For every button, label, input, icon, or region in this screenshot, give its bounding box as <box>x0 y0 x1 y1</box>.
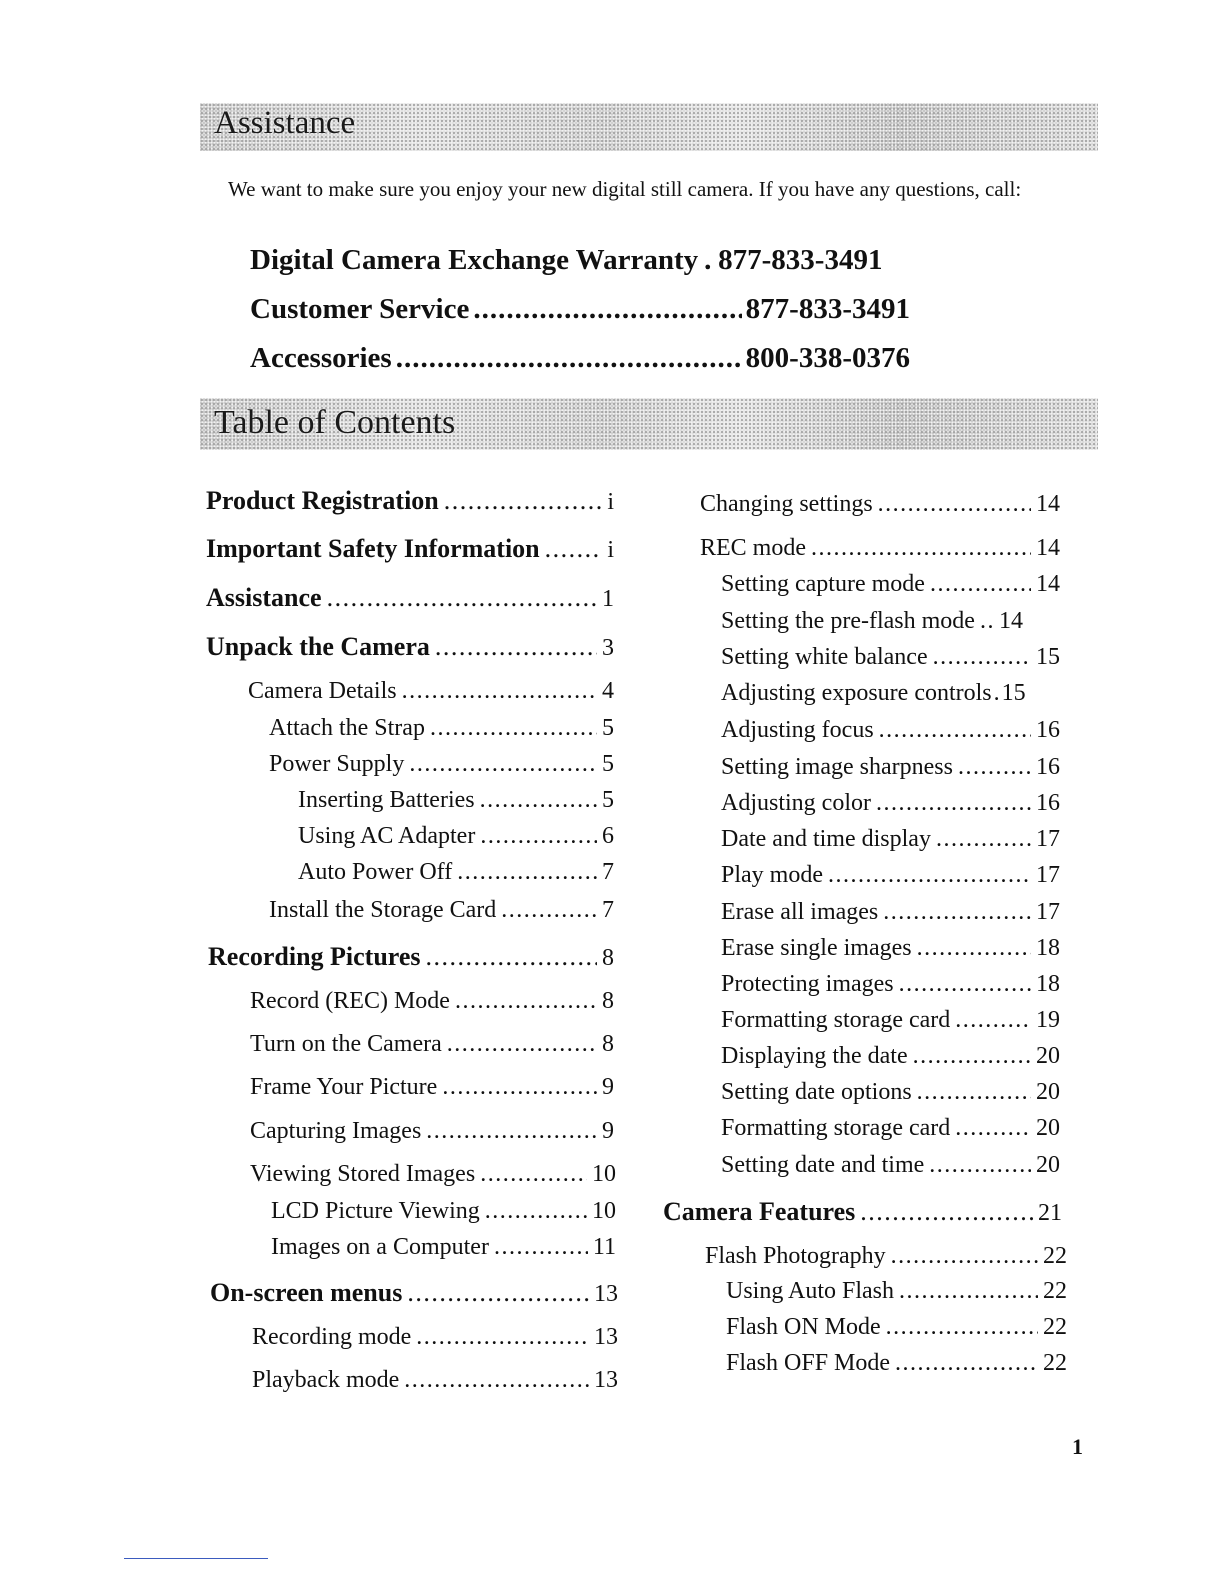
leader-dots <box>444 484 603 518</box>
leader-dots <box>455 984 597 1018</box>
toc-entry-page: 6 <box>602 823 614 849</box>
leader-dots <box>955 1003 1031 1037</box>
leader-dots <box>426 1114 597 1148</box>
toc-entry-page: 17 <box>1036 862 1060 888</box>
toc-entry-page: 16 <box>1036 754 1060 780</box>
leader-dots <box>494 1230 588 1264</box>
toc-entry-page: 20 <box>1036 1115 1060 1141</box>
toc-entry-title: Camera Details <box>248 678 397 704</box>
toc-entry-title: Setting the pre-flash mode <box>721 608 975 634</box>
toc-entry[interactable] <box>250 1157 616 1191</box>
leader-dots <box>409 747 597 781</box>
toc-entry-page: i <box>607 489 614 515</box>
toc-entry-page: 20 <box>1036 1079 1060 1105</box>
leader-dots <box>416 1320 589 1354</box>
leader-dots <box>899 1274 1038 1308</box>
assistance-intro: We want to make sure you enjoy your new digital still camera. If you have any questions, call: <box>228 177 1022 201</box>
toc-entry-title: Recording Pictures <box>208 942 421 971</box>
leader-dots <box>913 1039 1031 1073</box>
toc-entry[interactable] <box>248 674 614 708</box>
toc-entry-title: Turn on the Camera <box>250 1031 442 1057</box>
toc-entry-title: Important Safety Information <box>206 534 540 563</box>
toc-entry-page: 1 <box>602 586 614 612</box>
toc-entry[interactable] <box>298 819 614 853</box>
toc-entry-title: REC mode <box>700 535 806 561</box>
toc-entry[interactable] <box>700 531 1060 565</box>
toc-entry-title: Setting image sharpness <box>721 754 953 780</box>
leader-dots <box>929 1148 1031 1182</box>
toc-entry-page: 5 <box>602 715 614 741</box>
toc-entry-title: Erase all images <box>721 899 879 925</box>
toc-entry-page: 9 <box>602 1118 614 1144</box>
toc-entry-title: Images on a Computer <box>271 1234 489 1260</box>
leader-dots <box>936 822 1031 856</box>
leader-dots <box>994 676 1000 710</box>
toc-entry[interactable] <box>663 1195 1062 1229</box>
toc-entry-title: Playback mode <box>252 1367 400 1393</box>
toc-entry[interactable] <box>721 604 1060 638</box>
leader-dots <box>899 967 1031 1001</box>
toc-entry-page: 13 <box>594 1281 618 1307</box>
leader-dots <box>980 604 994 638</box>
toc-entry-page: 8 <box>602 1031 614 1057</box>
toc-entry[interactable] <box>271 1230 616 1264</box>
contact-accessories <box>250 342 910 382</box>
leader-dots <box>879 713 1031 747</box>
toc-entry-page: 4 <box>602 678 614 704</box>
toc-entry[interactable] <box>721 1111 1060 1145</box>
toc-entry[interactable] <box>721 1075 1060 1109</box>
contact-label: Customer Service <box>250 293 470 325</box>
toc-entry-page: 15 <box>1036 644 1060 670</box>
toc-entry[interactable] <box>726 1274 1067 1308</box>
leader-dots <box>485 1194 587 1228</box>
toc-entry-page: 16 <box>1036 717 1060 743</box>
toc-entry[interactable] <box>298 783 614 817</box>
leader-dots <box>917 931 1031 965</box>
toc-entry-page: 7 <box>602 859 614 885</box>
leader-dots <box>327 581 597 615</box>
toc-entry[interactable] <box>721 567 1060 601</box>
toc-entry-title: Using AC Adapter <box>298 823 476 849</box>
toc-entry-title: Formatting storage card <box>721 1115 951 1141</box>
toc-entry-title: Flash OFF Mode <box>726 1350 891 1376</box>
leader-dots <box>955 1111 1031 1145</box>
toc-entry-title: Setting date options <box>721 1079 912 1105</box>
toc-entry-title: Capturing Images <box>250 1118 422 1144</box>
toc-entry-page: 8 <box>602 945 614 971</box>
toc-entry-page: 13 <box>594 1367 618 1393</box>
toc-entry[interactable] <box>208 940 614 974</box>
toc-entry-page: 21 <box>1038 1200 1062 1226</box>
leader-dots <box>930 567 1031 601</box>
toc-entry-title: Attach the Strap <box>269 715 425 741</box>
toc-entry-page: 19 <box>1036 1007 1060 1033</box>
toc-entry[interactable] <box>269 711 614 745</box>
toc-entry[interactable] <box>206 630 614 664</box>
toc-entry[interactable] <box>721 786 1060 820</box>
toc-entry-title: Adjusting exposure controls <box>721 680 992 706</box>
toc-entry-title: Power Supply <box>269 751 405 777</box>
toc-entry-title: Flash ON Mode <box>726 1314 881 1340</box>
toc-entry[interactable] <box>250 984 614 1018</box>
leader-dots <box>426 940 597 974</box>
toc-entry-page: 17 <box>1036 899 1060 925</box>
leader-dots <box>917 1075 1031 1109</box>
leader-dots <box>704 244 712 277</box>
toc-entry-page: 8 <box>602 988 614 1014</box>
toc-entry-title: Setting date and time <box>721 1152 925 1178</box>
leader-dots <box>402 674 597 708</box>
toc-entry-page: 13 <box>594 1324 618 1350</box>
toc-entry-title: LCD Picture Viewing <box>271 1198 480 1224</box>
leader-dots <box>811 531 1031 565</box>
leader-dots <box>404 1363 589 1397</box>
leader-dots <box>407 1276 589 1310</box>
toc-entry[interactable] <box>721 858 1060 892</box>
toc-entry-page: 3 <box>602 635 614 661</box>
toc-entry-page: 22 <box>1043 1278 1067 1304</box>
toc-entry[interactable] <box>298 855 614 889</box>
toc-entry-title: Record (REC) Mode <box>250 988 450 1014</box>
toc-entry-page: 5 <box>602 787 614 813</box>
leader-dots <box>480 783 597 817</box>
toc-entry[interactable] <box>721 676 1060 710</box>
contact-label: Digital Camera Exchange Warranty <box>250 244 699 276</box>
toc-entry[interactable] <box>250 1114 614 1148</box>
toc-entry-title: Setting capture mode <box>721 571 925 597</box>
toc-entry-page: 10 <box>592 1161 616 1187</box>
toc-entry[interactable] <box>721 750 1060 784</box>
toc-entry-title: Assistance <box>206 583 322 612</box>
toc-entry-title: Auto Power Off <box>298 859 453 885</box>
toc-entry-page: 16 <box>1036 790 1060 816</box>
assistance-banner <box>200 103 1098 151</box>
toc-entry[interactable] <box>250 1027 614 1061</box>
toc-entry-title: Setting white balance <box>721 644 928 670</box>
toc-entry-title: Recording mode <box>252 1324 412 1350</box>
leader-dots <box>430 711 597 745</box>
leader-dots <box>442 1070 597 1104</box>
leader-dots <box>933 640 1031 674</box>
toc-entry[interactable] <box>705 1239 1067 1273</box>
toc-entry-title: Changing settings <box>700 491 873 517</box>
toc-entry-page: 10 <box>592 1198 616 1224</box>
toc-entry-title: Camera Features <box>663 1197 856 1226</box>
toc-entry-page: 7 <box>602 897 614 923</box>
toc-entry[interactable] <box>721 713 1060 747</box>
toc-entry-page: i <box>607 537 614 563</box>
leader-dots <box>860 1195 1033 1229</box>
toc-entry-title: Protecting images <box>721 971 894 997</box>
toc-entry-title: Install the Storage Card <box>269 897 497 923</box>
contact-customer-service <box>250 293 910 333</box>
toc-entry[interactable] <box>726 1310 1067 1344</box>
toc-entry[interactable] <box>206 484 614 518</box>
toc-entry[interactable] <box>721 967 1060 1001</box>
toc-entry-title: Unpack the Camera <box>206 632 430 661</box>
footer-rule <box>124 1558 268 1559</box>
toc-entry-title: Product Registration <box>206 486 439 515</box>
toc-entry-title: Viewing Stored Images <box>250 1161 476 1187</box>
toc-entry-title: Play mode <box>721 862 823 888</box>
toc-entry-title: Inserting Batteries <box>298 787 475 813</box>
toc-entry[interactable] <box>721 1039 1060 1073</box>
toc-entry-page: 14 <box>1036 491 1060 517</box>
contact-number: 877-833-3491 <box>718 244 883 276</box>
toc-entry[interactable] <box>269 893 614 927</box>
toc-entry-page: 22 <box>1043 1243 1067 1269</box>
toc-banner <box>200 398 1098 450</box>
toc-entry-title: On-screen menus <box>210 1278 403 1307</box>
toc-entry[interactable] <box>252 1320 618 1354</box>
toc-entry-page: 14 <box>1036 571 1060 597</box>
leader-dots <box>480 1157 587 1191</box>
toc-entry[interactable] <box>210 1276 618 1310</box>
toc-entry-title: Formatting storage card <box>721 1007 951 1033</box>
toc-entry-page: 22 <box>1043 1314 1067 1340</box>
contact-label: Accessories <box>250 342 392 374</box>
page-number: 1 <box>1072 1434 1083 1459</box>
leader-dots <box>501 893 597 927</box>
toc-entry-page: 20 <box>1036 1043 1060 1069</box>
toc-entry-page: 17 <box>1036 826 1060 852</box>
toc-entry[interactable] <box>721 1148 1060 1182</box>
leader-dots <box>878 487 1031 521</box>
leader-dots <box>958 750 1031 784</box>
toc-entry-page: 15 <box>1001 680 1026 706</box>
toc-entry[interactable] <box>271 1194 616 1228</box>
contact-number: 877-833-3491 <box>745 293 910 325</box>
toc-entry[interactable] <box>721 1003 1060 1037</box>
toc-entry-page: 14 <box>1036 535 1060 561</box>
leader-dots <box>545 532 603 566</box>
leader-dots <box>396 342 742 375</box>
toc-entry-page: 9 <box>602 1074 614 1100</box>
toc-entry[interactable] <box>721 640 1060 674</box>
toc-entry-title: Adjusting focus <box>721 717 874 743</box>
leader-dots <box>473 293 741 326</box>
toc-entry-page: 20 <box>1036 1152 1060 1178</box>
toc-entry-title: Using Auto Flash <box>726 1278 895 1304</box>
toc-entry-title: Erase single images <box>721 935 912 961</box>
toc-entry[interactable] <box>269 747 614 781</box>
toc-entry[interactable] <box>726 1346 1067 1380</box>
leader-dots <box>886 1310 1038 1344</box>
toc-entry[interactable] <box>700 487 1060 521</box>
toc-entry[interactable] <box>206 581 614 615</box>
toc-entry-page: 18 <box>1036 935 1060 961</box>
toc-entry-page: 18 <box>1036 971 1060 997</box>
toc-heading: Table of Contents <box>214 404 456 441</box>
toc-entry-page: 5 <box>602 751 614 777</box>
leader-dots <box>480 819 597 853</box>
toc-entry[interactable] <box>721 931 1060 965</box>
toc-entry[interactable] <box>721 895 1060 929</box>
toc-entry-title: Date and time display <box>721 826 931 852</box>
assistance-heading: Assistance <box>214 105 356 141</box>
toc-entry[interactable] <box>252 1363 618 1397</box>
leader-dots <box>891 1239 1038 1273</box>
toc-entry[interactable] <box>206 532 614 566</box>
leader-dots <box>457 855 597 889</box>
toc-entry-page: 22 <box>1043 1350 1067 1376</box>
toc-entry-page: 14 <box>998 608 1023 634</box>
toc-entry-title: Adjusting color <box>721 790 871 816</box>
toc-entry[interactable] <box>721 822 1060 856</box>
toc-entry[interactable] <box>250 1070 614 1104</box>
leader-dots <box>883 895 1031 929</box>
toc-entry-title: Flash Photography <box>705 1243 886 1269</box>
leader-dots <box>828 858 1031 892</box>
leader-dots <box>895 1346 1038 1380</box>
contact-number: 800-338-0376 <box>745 342 910 374</box>
toc-entry-title: Frame Your Picture <box>250 1074 438 1100</box>
toc-entry-page: 11 <box>592 1234 616 1260</box>
leader-dots <box>435 630 597 664</box>
leader-dots <box>876 786 1031 820</box>
leader-dots <box>447 1027 597 1061</box>
toc-entry-title: Displaying the date <box>721 1043 908 1069</box>
contact-warranty <box>250 244 910 284</box>
